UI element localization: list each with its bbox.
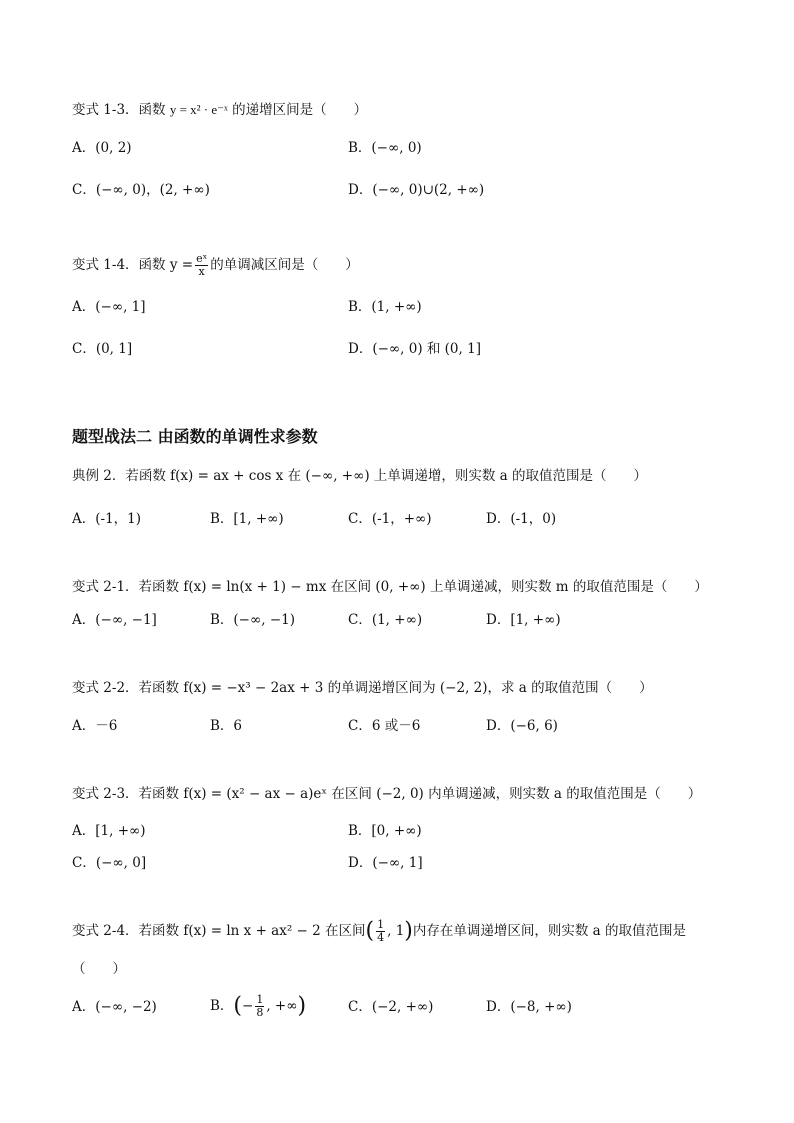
question-2-2-stem: 变式 2-2．若函数 f(x) = −x³ − 2ax + 3 的单调递增区间为 (−2, 2)，求 a 的取值范围（ ）	[72, 680, 653, 696]
question-2-3-stem: 变式 2-3．若函数 f(x) = (x² − ax − a)eˣ 在区间 (−2, 0) 内单调递减，则实数 a 的取值范围是（ ）	[72, 786, 702, 802]
option-d: D．[1, +∞)	[486, 612, 561, 628]
option-b: B．(−∞, 0)	[348, 140, 422, 156]
option-a: A．(0, 2)	[72, 140, 132, 156]
interval-end: , +∞	[266, 998, 298, 1014]
open-paren: (	[365, 918, 375, 944]
option-c: C．(1, +∞)	[348, 612, 423, 628]
question-1-3-stem	[72, 101, 367, 119]
fraction-denominator: 4	[377, 931, 385, 944]
close-paren: )	[297, 993, 307, 1019]
fraction	[255, 994, 264, 1019]
option-b: B．[1, +∞)	[210, 511, 284, 527]
fraction-denominator: x	[198, 265, 205, 278]
question-1-4-stem	[72, 250, 359, 280]
option-d: D．(-1，0)	[486, 511, 557, 527]
option-letter: B．	[210, 998, 234, 1014]
close-paren: )	[404, 918, 413, 944]
stem-text-end: 内存在单调递增区间，则实数 a 的取值范围是	[412, 923, 687, 939]
fraction	[376, 919, 385, 944]
option-d: D．(−8, +∞)	[486, 999, 572, 1015]
question-2-4-stem	[72, 915, 686, 948]
open-paren: (	[233, 993, 243, 1019]
option-d: D．(−∞, 0) 和 (0, 1]	[348, 341, 481, 357]
option-c: C．(−2, +∞)	[348, 999, 434, 1015]
option-a: A．[1, +∞)	[72, 823, 146, 839]
stem-text: 变式 1-3．函数	[72, 102, 170, 118]
option-b: B．6	[210, 718, 243, 734]
stem-text-end: 的递增区间是（ ）	[227, 102, 368, 118]
option-a: A．(−∞, −1]	[72, 612, 157, 628]
option-d: D．(−∞, 1]	[348, 855, 423, 871]
minus-sign: −	[242, 998, 254, 1014]
option-b: B．(−∞, −1)	[210, 612, 295, 628]
stem-text: 变式 1-4．函数 y =	[72, 257, 194, 273]
stem-text: 变式 2-4．若函数 f(x) = ln x + ax² − 2 在区间	[72, 923, 366, 939]
option-b: B．(1, +∞)	[348, 299, 422, 315]
option-c: C．(-1，+∞)	[348, 511, 432, 527]
option-a: A．(-1，1)	[72, 511, 142, 527]
fraction-denominator: 8	[256, 1006, 264, 1019]
fraction	[195, 253, 208, 278]
option-d: D．(−6, 6)	[486, 718, 558, 734]
fraction-numerator: 1	[377, 918, 385, 931]
example-2-stem: 典例 2．若函数 f(x) = ax + cos x 在 (−∞, +∞) 上单调递增，则实数 a 的取值范围是（ ）	[72, 468, 648, 484]
option-c: C．(0, 1]	[72, 341, 133, 357]
stem-text-end: 的单调减区间是（ ）	[210, 257, 359, 273]
section-heading: 题型战法二 由函数的单调性求参数	[72, 427, 318, 446]
option-b	[210, 990, 306, 1023]
option-c: C．6 或－6	[348, 718, 421, 734]
fraction-numerator: 1	[256, 993, 264, 1006]
fraction-numerator: eˣ	[196, 252, 208, 265]
option-a: A．(−∞, −2)	[72, 999, 157, 1015]
question-2-1-stem: 变式 2-1．若函数 f(x) = ln(x + 1) − mx 在区间 (0, +∞) 上单调递减，则实数 m 的取值范围是（ ）	[72, 579, 708, 595]
option-a: A．(−∞, 1]	[72, 299, 146, 315]
interval-end: , 1	[387, 923, 405, 939]
option-c: C．(−∞, 0)，(2, +∞)	[72, 182, 210, 198]
option-b: B．[0, +∞)	[348, 823, 422, 839]
option-c: C．(−∞, 0]	[72, 855, 147, 871]
question-2-4-stem-cont: （ ）	[72, 961, 126, 977]
option-a: A．－6	[72, 718, 118, 734]
option-d: D．(−∞, 0)∪(2, +∞)	[348, 182, 485, 198]
stem-math: y = x² · e⁻ˣ	[169, 102, 228, 117]
